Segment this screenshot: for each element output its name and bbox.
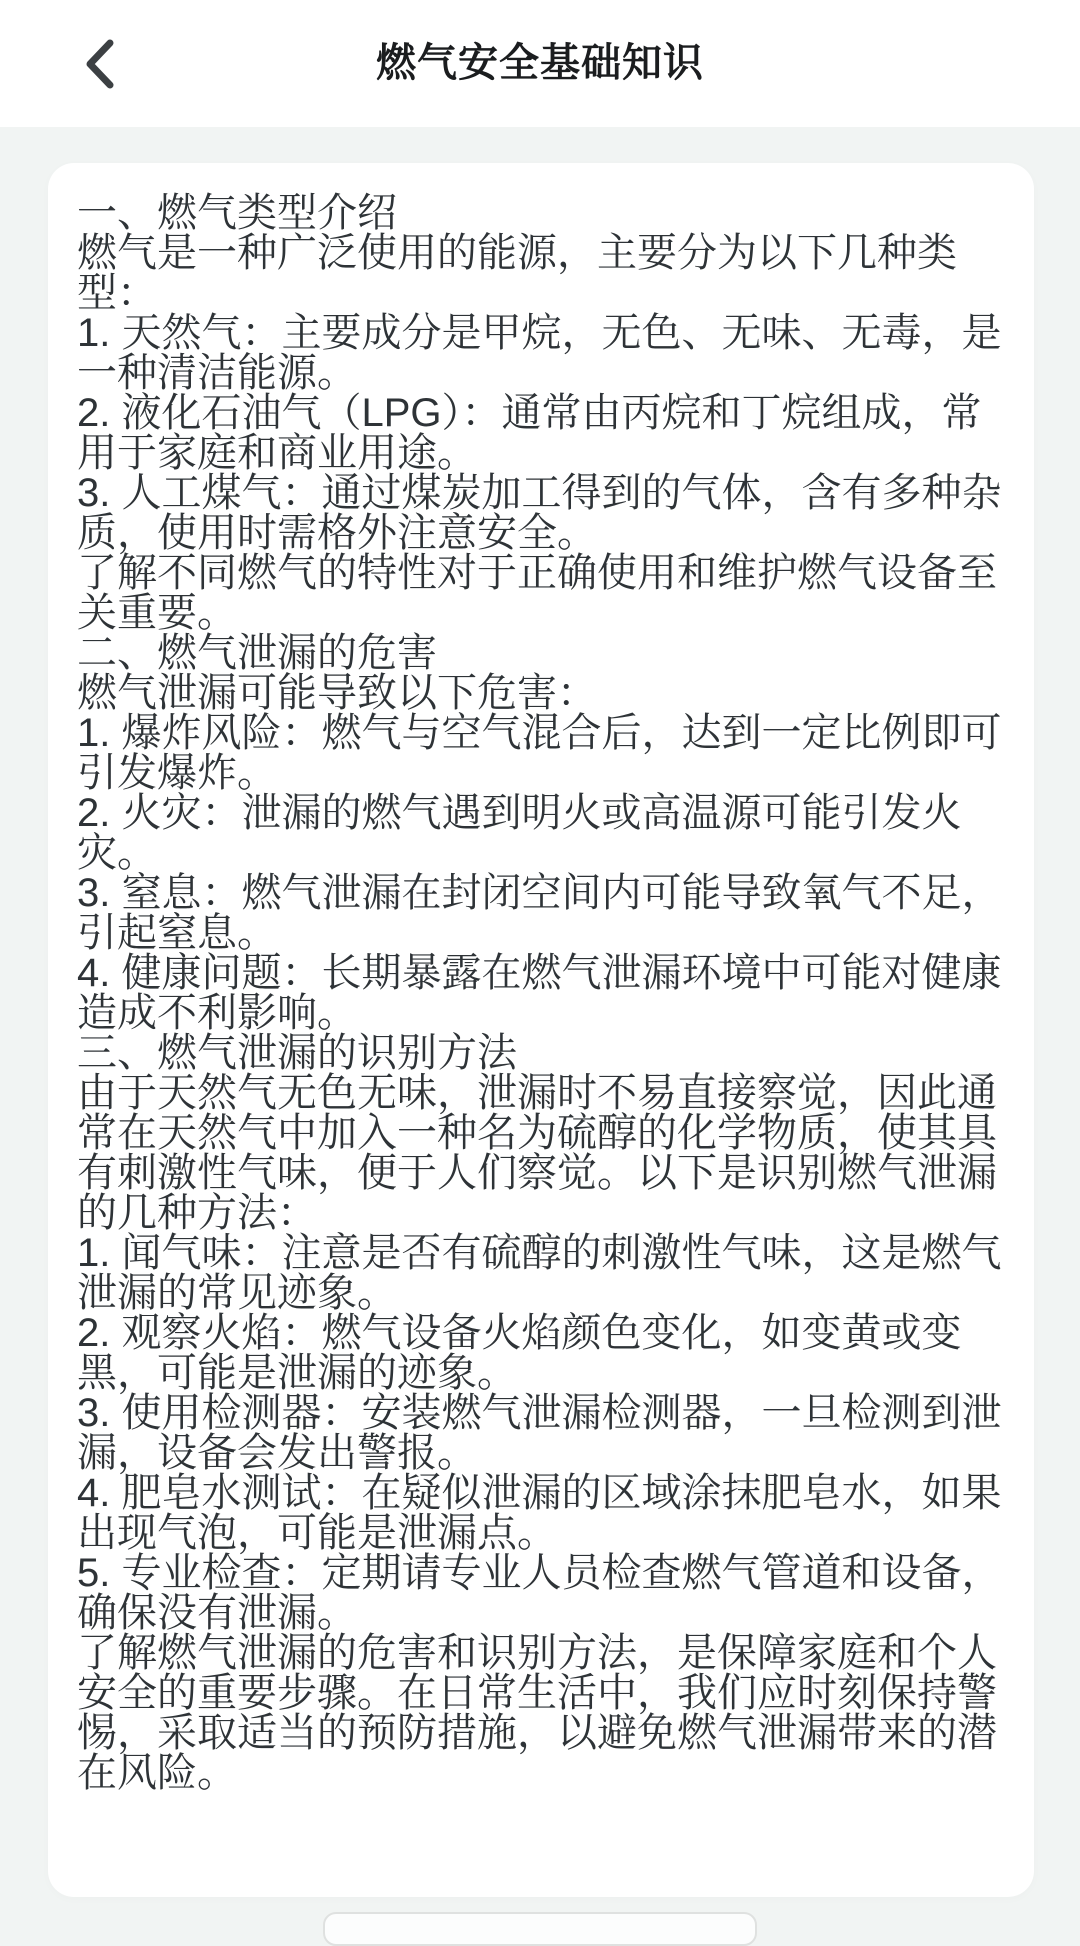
chevron-left-icon [83,38,117,90]
article-paragraph: 三、燃气泄漏的识别方法 [77,1031,517,1075]
article-paragraph: 2. 观察火焰：燃气设备火焰颜色变化，如变黄或变黑，可能是泄漏的迹象。 [77,1311,962,1395]
back-button[interactable] [64,0,136,127]
article-paragraph: 3. 人工煤气：通过煤炭加工得到的气体，含有多种杂质，使用时需格外注意安全。 [77,471,1002,555]
article-paragraph: 由于天然气无色无味，泄漏时不易直接察觉，因此通常在天然气中加入一种名为硫醇的化学物质，使其具有刺激性气味，便于人们察觉。以下是识别燃气泄漏的几种方法： [77,1071,997,1235]
article-paragraph: 1. 爆炸风险：燃气与空气混合后，达到一定比例即可引发爆炸。 [77,711,1002,795]
article-paragraph: 2. 火灾：泄漏的燃气遇到明火或高温源可能引发火灾。 [77,791,962,875]
article-paragraph: 燃气泄漏可能导致以下危害： [77,671,597,715]
article-paragraph: 3. 窒息：燃气泄漏在封闭空间内可能导致氧气不足，引起窒息。 [77,871,1002,955]
article-paragraph: 4. 肥皂水测试：在疑似泄漏的区域涂抹肥皂水，如果出现气泡，可能是泄漏点。 [77,1471,1002,1555]
article-paragraph: 燃气是一种广泛使用的能源，主要分为以下几种类型： [77,231,957,315]
page-title: 燃气安全基础知识 [376,41,704,85]
article-paragraph: 4. 健康问题：长期暴露在燃气泄漏环境中可能对健康造成不利影响。 [77,951,1002,1035]
article-paragraph: 了解燃气泄漏的危害和识别方法，是保障家庭和个人安全的重要步骤。在日常生活中，我们应时刻保持警惕，采取适当的预防措施，以避免燃气泄漏带来的潜在风险。 [77,1631,997,1795]
article-paragraph: 一、燃气类型介绍 [77,191,397,235]
article-paragraph: 二、燃气泄漏的危害 [77,631,437,675]
article-paragraph: 3. 使用检测器：安装燃气泄漏检测器，一旦检测到泄漏，设备会发出警报。 [77,1391,1002,1475]
header [0,0,1080,127]
content-card [48,163,1034,1897]
article-paragraph: 2. 液化石油气（LPG）：通常由丙烷和丁烷组成，常用于家庭和商业用途。 [77,391,982,475]
article [77,193,1005,1793]
bottom-bar-peek[interactable] [323,1912,757,1946]
article-paragraph: 1. 闻气味：注意是否有硫醇的刺激性气味，这是燃气泄漏的常见迹象。 [77,1231,1002,1315]
article-paragraph: 5. 专业检查：定期请专业人员检查燃气管道和设备，确保没有泄漏。 [77,1551,1002,1635]
article-paragraph: 1. 天然气：主要成分是甲烷，无色、无味、无毒，是一种清洁能源。 [77,311,1002,395]
article-paragraph: 了解不同燃气的特性对于正确使用和维护燃气设备至关重要。 [77,551,997,635]
